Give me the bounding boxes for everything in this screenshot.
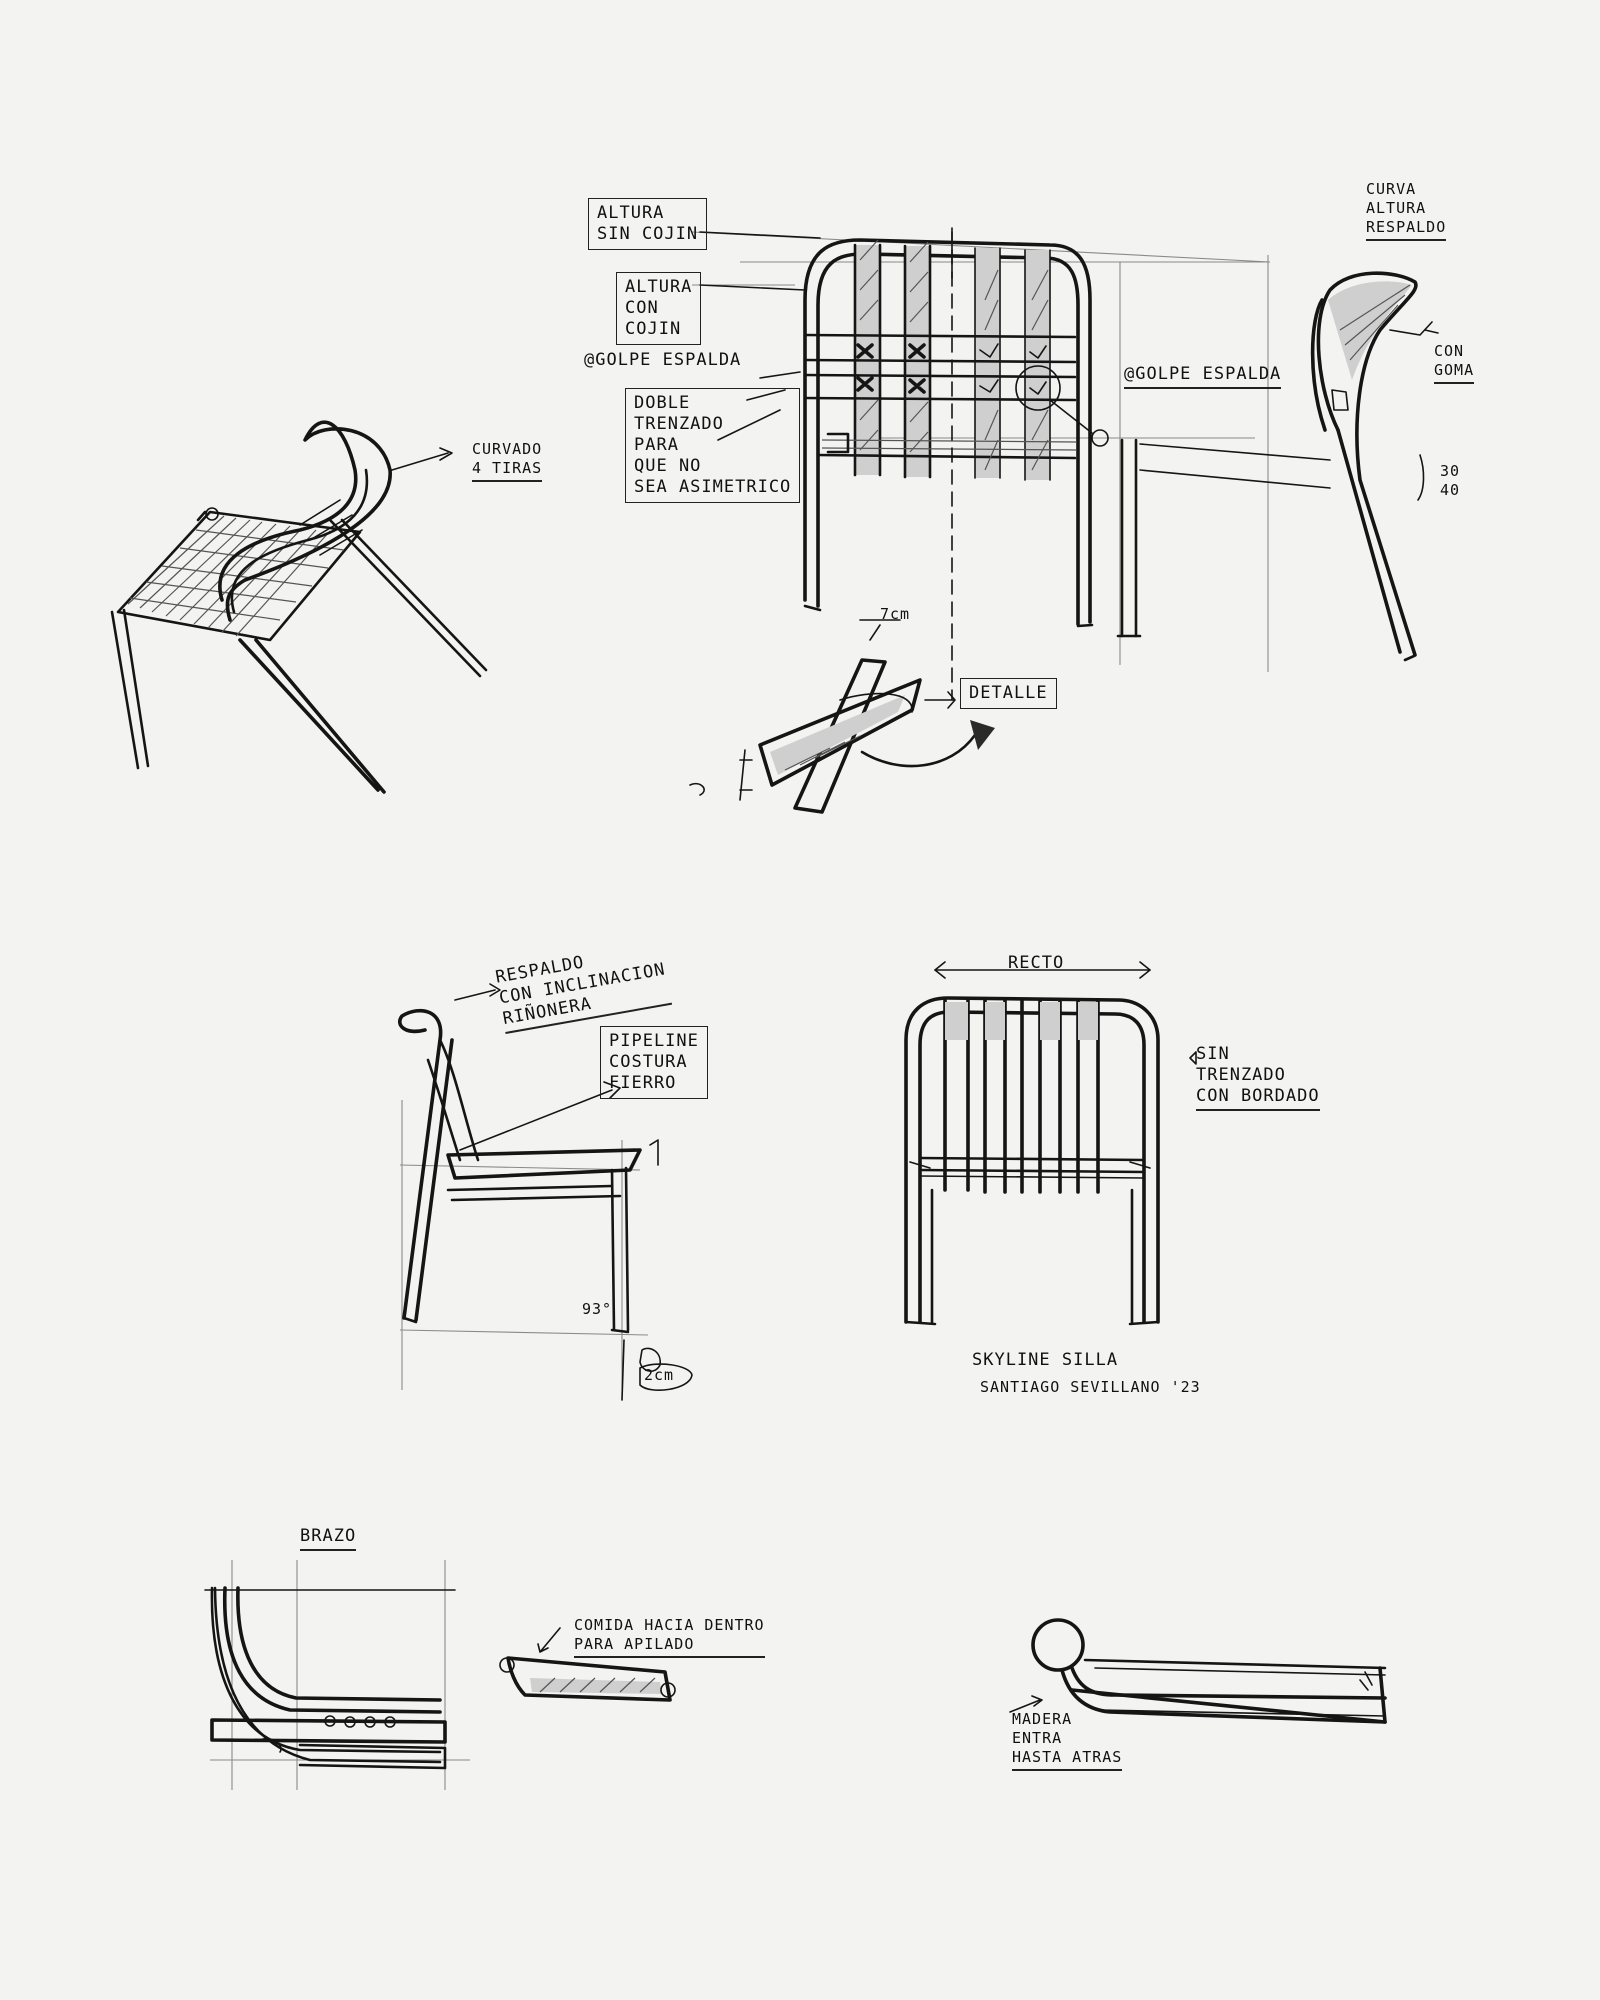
note-altura-sin-cojin: ALTURA SIN COJIN (588, 198, 707, 250)
note-golpe-espalda-front: @GOLPE ESPALDA (584, 350, 742, 370)
note-pipeline-costura-fierro: PIPELINE COSTURA FIERRO (600, 1026, 708, 1099)
side-view-chair-sketch (1118, 273, 1438, 660)
note-doble-trenzado: DOBLE TRENZADO PARA QUE NO SEA ASIMETRICO (625, 388, 800, 503)
note-curva-altura-respaldo: CURVA ALTURA RESPALDO (1366, 180, 1446, 241)
note-madera-entra: MADERA ENTRA HASTA ATRAS (1012, 1710, 1122, 1771)
perspective-chair-sketch (112, 422, 486, 792)
note-altura-con-cojin: ALTURA CON COJIN (616, 272, 701, 345)
note-detalle: DETALLE (960, 678, 1057, 709)
note-recto: RECTO (1008, 953, 1065, 973)
note-con-goma: CON GOMA (1434, 342, 1474, 384)
back-view-chair-sketch (906, 962, 1196, 1324)
note-sin-trenzado: SIN TRENZADO CON BORDADO (1196, 1044, 1320, 1111)
note-dim-2cm: 2cm (644, 1366, 675, 1384)
strap-detail-sketch (690, 620, 995, 812)
note-angle-93: 93° (582, 1300, 613, 1318)
note-detail-dimension: 7cm (880, 605, 911, 623)
armrest-wood-sketch (1010, 1620, 1385, 1722)
note-curvado-4-tiras: CURVADO 4 TIRAS (472, 440, 542, 482)
signature-author: SANTIAGO SEVILLANO '23 (980, 1378, 1201, 1396)
armrest-detail-sketch (205, 1560, 470, 1790)
note-angle-30-40: 30 40 (1440, 462, 1461, 499)
note-golpe-espalda-side: @GOLPE ESPALDA (1124, 364, 1281, 389)
signature-title: SKYLINE SILLA (972, 1350, 1119, 1370)
note-comida-hacia-dentro: COMIDA HACIA DENTRO PARA APILADO (574, 1616, 765, 1658)
note-respaldo-inclinacion: RESPALDO CON INCLINACION RIÑONERA (494, 939, 672, 1034)
note-brazo: BRAZO (300, 1526, 356, 1551)
